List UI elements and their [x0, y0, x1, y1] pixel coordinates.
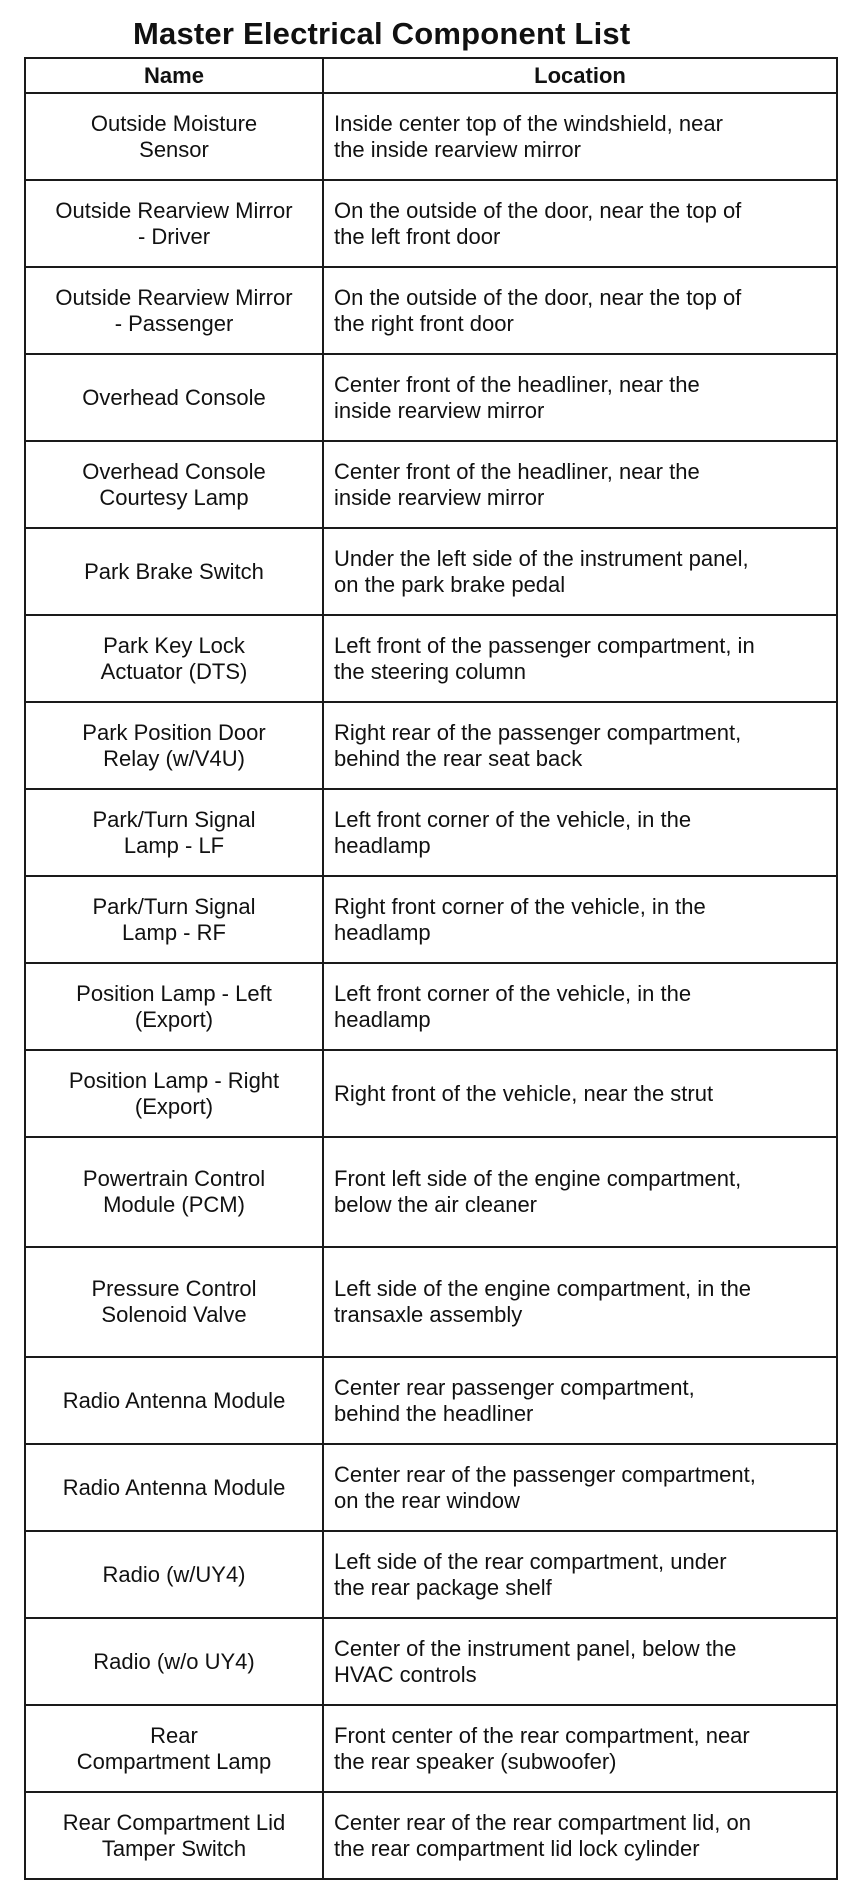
header-location: Location — [323, 58, 837, 93]
component-name — [25, 789, 323, 876]
component-location — [323, 1444, 837, 1531]
component-location-line: headlamp — [334, 832, 431, 858]
table-row — [25, 1050, 837, 1137]
component-location-line: Front center of the rear compartment, near — [334, 1722, 750, 1748]
component-name — [25, 615, 323, 702]
table-row — [25, 1792, 837, 1879]
component-location-line: the rear speaker (subwoofer) — [334, 1748, 617, 1774]
component-location-line: Center of the instrument panel, below the — [334, 1635, 737, 1661]
table-row — [25, 789, 837, 876]
component-location-line: Right front of the vehicle, near the strut — [334, 1080, 714, 1106]
table-row — [25, 1531, 837, 1618]
component-name-line: (Export) — [134, 1093, 214, 1119]
component-location-line: the rear package shelf — [334, 1574, 552, 1600]
component-name — [25, 1357, 323, 1444]
table-row — [25, 702, 837, 789]
component-location — [323, 354, 837, 441]
component-location-line: Left side of the rear compartment, under — [334, 1548, 727, 1574]
component-table — [24, 57, 838, 1880]
component-location — [323, 1531, 837, 1618]
component-location-line: Center rear of the passenger compartment, — [334, 1461, 756, 1487]
component-location-line: Center rear of the rear compartment lid, on — [334, 1809, 751, 1835]
component-name — [25, 876, 323, 963]
table-row — [25, 528, 837, 615]
table-row — [25, 1444, 837, 1531]
component-name-line: Relay (w/V4U) — [103, 745, 245, 771]
component-name-line: Park Position Door — [82, 719, 266, 745]
component-name — [25, 1531, 323, 1618]
component-location-line: the left front door — [334, 223, 501, 249]
component-location-line: the right front door — [334, 310, 514, 336]
component-location-line: inside rearview mirror — [334, 397, 545, 423]
table-row — [25, 876, 837, 963]
component-location — [323, 963, 837, 1050]
component-name — [25, 354, 323, 441]
component-name-line: Park Brake Switch — [84, 558, 264, 584]
table-row — [25, 180, 837, 267]
component-location — [323, 1705, 837, 1792]
component-location — [323, 1050, 837, 1137]
component-name — [25, 180, 323, 267]
component-location-line: Under the left side of the instrument panel, — [334, 545, 749, 571]
component-name-line: Rear Compartment Lid — [62, 1809, 286, 1835]
table-row — [25, 441, 837, 528]
component-location — [323, 267, 837, 354]
component-name-line: Sensor — [139, 136, 209, 162]
component-name — [25, 1618, 323, 1705]
component-name-line: Park/Turn Signal — [92, 893, 256, 919]
component-location-line: Inside center top of the windshield, near — [334, 110, 723, 136]
component-location — [323, 615, 837, 702]
component-name-line: Outside Rearview Mirror — [55, 197, 293, 223]
component-name-line: Outside Rearview Mirror — [55, 284, 293, 310]
component-location-line: below the air cleaner — [334, 1192, 538, 1217]
component-location — [323, 528, 837, 615]
component-name-line: Radio Antenna Module — [62, 1387, 286, 1413]
component-name-line: Overhead Console — [82, 384, 266, 410]
component-name-line: Radio (w/o UY4) — [93, 1648, 255, 1674]
component-location — [323, 702, 837, 789]
table-row — [25, 963, 837, 1050]
component-name-line: - Passenger — [114, 310, 234, 336]
component-location-line: On the outside of the door, near the top of — [334, 284, 742, 310]
component-location-line: Left front corner of the vehicle, in the — [334, 806, 692, 832]
component-location-line: headlamp — [334, 1006, 431, 1032]
component-name — [25, 1705, 323, 1792]
component-name-line: (Export) — [134, 1006, 214, 1032]
component-location-line: behind the headliner — [334, 1400, 534, 1426]
component-location — [323, 180, 837, 267]
component-location-line: headlamp — [334, 919, 431, 945]
component-location-line: the rear compartment lid lock cylinder — [334, 1835, 700, 1861]
component-location — [323, 441, 837, 528]
component-location — [323, 1792, 837, 1879]
component-location-line: Right front corner of the vehicle, in the — [334, 893, 706, 919]
document-title: Master Electrical Component List — [133, 16, 631, 51]
component-name — [25, 1050, 323, 1137]
component-name — [25, 528, 323, 615]
component-location — [323, 1247, 837, 1357]
component-name-line: Solenoid Valve — [101, 1302, 247, 1327]
component-name — [25, 1444, 323, 1531]
component-name — [25, 441, 323, 528]
component-location-line: Front left side of the engine compartment, — [334, 1166, 742, 1191]
header-name: Name — [25, 58, 323, 93]
component-location-line: transaxle assembly — [334, 1302, 523, 1327]
component-location-line: On the outside of the door, near the top of — [334, 197, 742, 223]
component-name-line: Radio (w/UY4) — [102, 1561, 246, 1587]
component-name-line: Position Lamp - Left — [76, 980, 272, 1006]
component-location-line: Left side of the engine compartment, in the — [334, 1276, 752, 1301]
component-location — [323, 93, 837, 180]
component-location-line: HVAC controls — [334, 1661, 477, 1687]
component-location — [323, 1618, 837, 1705]
table-row — [25, 1137, 837, 1247]
component-name-line: Tamper Switch — [101, 1835, 247, 1861]
component-name-line: Module (PCM) — [103, 1192, 245, 1217]
component-name — [25, 1247, 323, 1357]
component-name-line: Compartment Lamp — [76, 1748, 272, 1774]
component-location — [323, 1357, 837, 1444]
component-name-line: Pressure Control — [91, 1276, 257, 1301]
table-row — [25, 1618, 837, 1705]
component-name-line: Courtesy Lamp — [99, 484, 249, 510]
component-name-line: Lamp - LF — [123, 832, 225, 858]
component-name — [25, 93, 323, 180]
component-location-line: Center rear passenger compartment, — [334, 1374, 695, 1400]
component-location-line: on the park brake pedal — [334, 571, 566, 597]
component-name-line: - Driver — [137, 223, 211, 249]
component-name — [25, 1792, 323, 1879]
component-location — [323, 876, 837, 963]
component-name-line: Overhead Console — [82, 458, 266, 484]
component-name-line: Lamp - RF — [122, 919, 226, 945]
component-location-line: the steering column — [334, 658, 526, 684]
component-name — [25, 702, 323, 789]
table-row — [25, 354, 837, 441]
table-row — [25, 1705, 837, 1792]
table-row — [25, 1357, 837, 1444]
component-name-line: Park Key Lock — [103, 632, 245, 658]
component-location — [323, 1137, 837, 1247]
component-location — [323, 789, 837, 876]
component-name — [25, 267, 323, 354]
component-name-line: Powertrain Control — [82, 1166, 266, 1191]
component-name-line: Radio Antenna Module — [62, 1474, 286, 1500]
component-name-line: Rear — [150, 1722, 198, 1748]
component-name — [25, 963, 323, 1050]
component-location-line: Right rear of the passenger compartment, — [334, 719, 742, 745]
component-location-line: on the rear window — [334, 1487, 520, 1513]
component-location-line: Center front of the headliner, near the — [334, 371, 700, 397]
table-row — [25, 93, 837, 180]
component-location-line: Left front of the passenger compartment, in — [334, 632, 755, 658]
table-row — [25, 1247, 837, 1357]
component-location-line: the inside rearview mirror — [334, 136, 581, 162]
component-location-line: inside rearview mirror — [334, 484, 545, 510]
component-name-line: Outside Moisture — [90, 110, 258, 136]
table-body — [25, 93, 837, 1879]
component-name-line: Park/Turn Signal — [92, 806, 256, 832]
component-name-line: Actuator (DTS) — [100, 658, 248, 684]
component-location-line: Center front of the headliner, near the — [334, 458, 700, 484]
component-name-line: Position Lamp - Right — [68, 1067, 280, 1093]
component-name — [25, 1137, 323, 1247]
table-header-row — [25, 58, 837, 93]
component-location-line: behind the rear seat back — [334, 745, 583, 771]
component-location-line: Left front corner of the vehicle, in the — [334, 980, 692, 1006]
table-row — [25, 615, 837, 702]
table-row — [25, 267, 837, 354]
